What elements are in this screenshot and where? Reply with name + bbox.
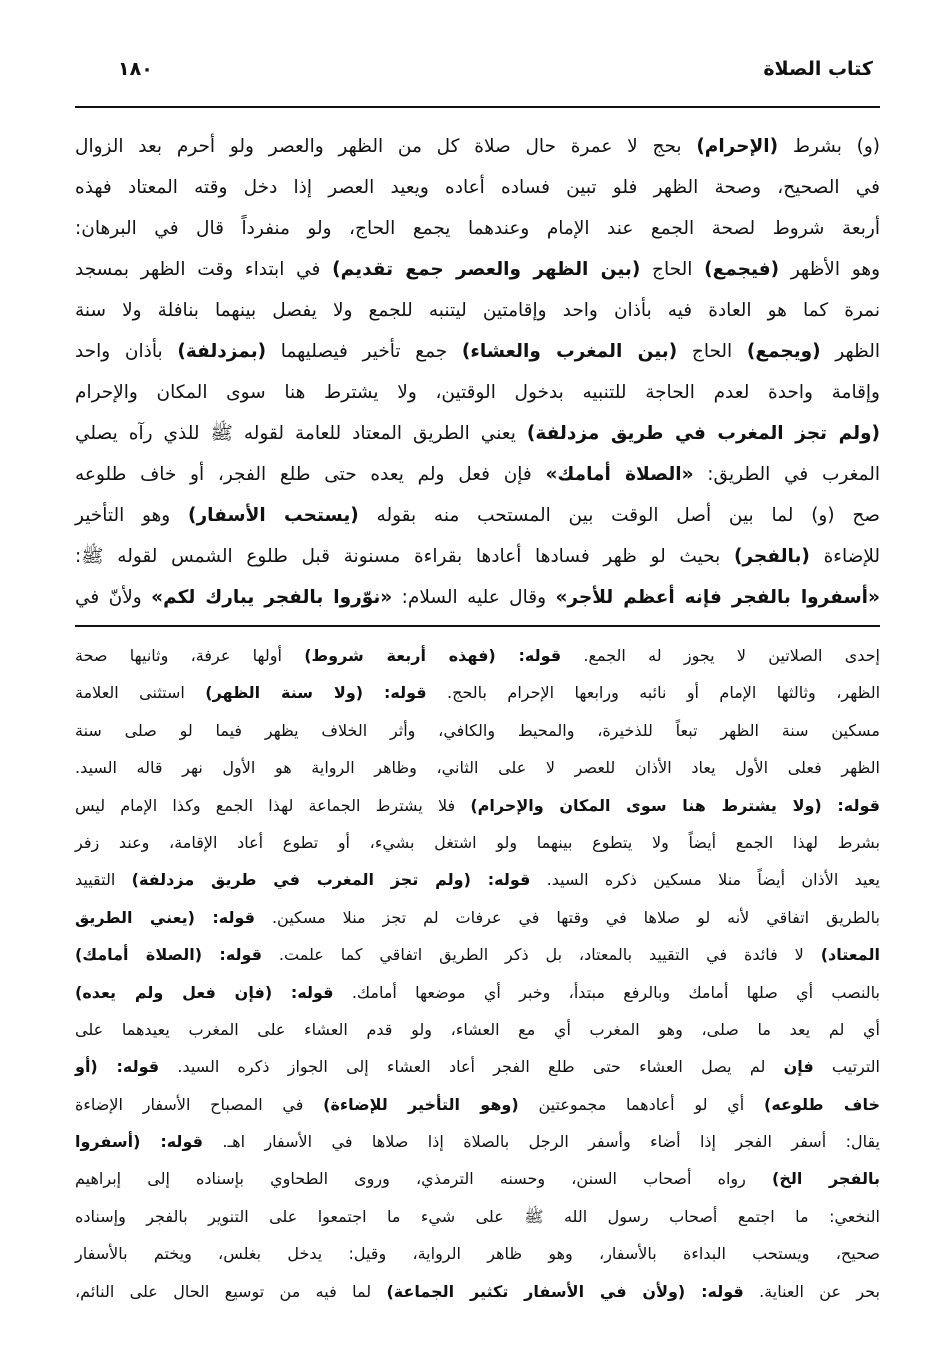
- text-segment: وهو التأخير: [75, 505, 189, 526]
- bold-text-segment: قوله: (ولا سنة الظهر): [205, 683, 427, 703]
- header-rule: [75, 106, 880, 108]
- bold-text-segment: بالفجر الخ): [772, 1169, 881, 1189]
- bold-text-segment: (فيجمع): [704, 259, 780, 280]
- footnote-separator: [75, 625, 880, 627]
- footnote-line: [75, 899, 880, 936]
- main-text: [75, 126, 880, 618]
- text-segment: للإضاءة: [809, 546, 880, 567]
- bold-text-segment: قوله: (فهذه أربعة شروط): [304, 646, 562, 665]
- text-segment: لما فيه من توسيع الحال على النائم،: [75, 1281, 387, 1301]
- footnote-line: [75, 936, 880, 973]
- text-segment: فإن فعل ولم يعده حتى طلع الفجر، أو خاف طلوعه: [75, 464, 546, 485]
- text-segment: بحج لا عمرة حال صلاة كل من الظهر والعصر ولو أحرم بعد الزوال: [75, 136, 697, 157]
- text-segment: فلا يشترط الجماعة لهذا الجمع وكذا الإمام ليس: [75, 795, 471, 815]
- bold-text-segment: (ويجمع): [746, 341, 821, 362]
- main-text-line: [75, 290, 880, 331]
- text-segment: الترتيب: [813, 1057, 880, 1077]
- bold-text-segment: خاف طلوعه): [764, 1094, 880, 1114]
- footnote-line: [75, 861, 880, 898]
- text-segment: وقال عليه السلام:: [392, 587, 556, 608]
- bold-text-segment: قوله: (ولم تجز المغرب في طريق مزدلفة): [131, 870, 531, 890]
- page-number: ١٨٠: [118, 58, 153, 80]
- text-segment: الحاج: [640, 259, 705, 280]
- main-text-line: [75, 167, 880, 208]
- text-segment: أربعة شروط لصحة الجمع عند الإمام وعندهما يجمع الحاج، ولو منفرداً قال في البرهان:: [75, 218, 880, 239]
- text-segment: أي لم يعد ما صلى، وهو المغرب أي مع العشاء، ولو قدم العشاء على المغرب يعيدهما على: [75, 1019, 880, 1039]
- text-segment: الظهر: [820, 341, 880, 362]
- text-segment: (و) بشرط: [778, 136, 880, 157]
- main-text-line: [75, 495, 880, 536]
- text-segment: وإقامة واحدة لعدم الحاجة للتنبيه بدخول الوقتين، ولا يشترط هنا سوى المكان والإحرام: [75, 382, 880, 403]
- footnote-line: [75, 1160, 880, 1197]
- footnote-line: [75, 637, 880, 674]
- text-segment: وهو الأظهر: [779, 259, 881, 280]
- main-text-line: [75, 413, 880, 454]
- footnotes: [75, 637, 880, 1310]
- chapter-title: كتاب الصلاة: [763, 58, 873, 80]
- text-segment: المغرب في الطريق:: [693, 464, 880, 485]
- bold-text-segment: قوله: (ولا يشترط هنا سوى المكان والإحرام): [470, 795, 881, 815]
- bold-text-segment: «أسفروا بالفجر فإنه أعظم للأجر»: [555, 587, 880, 608]
- footnote-line: [75, 674, 880, 711]
- text-segment: الحاج: [677, 341, 747, 362]
- main-text-line: [75, 208, 880, 249]
- bold-text-segment: (بمزدلفة): [177, 341, 267, 362]
- text-segment: صح (و) لما بين أصل الوقت بين المستحب منه بقوله: [358, 505, 881, 526]
- bold-text-segment: (بين الظهر والعصر جمع تقديم): [332, 259, 641, 280]
- bold-text-segment: (بالفجر): [733, 546, 810, 567]
- footnote-line: [75, 1198, 880, 1235]
- text-segment: التقييد: [75, 870, 132, 890]
- text-segment: بحر عن العناية.: [743, 1281, 881, 1301]
- bold-text-segment: (وهو التأخير للإضاءة): [323, 1094, 519, 1114]
- bold-text-segment: (بين المغرب والعشاء): [461, 341, 678, 362]
- main-text-line: [75, 536, 880, 577]
- text-segment: بشرط لهذا الجمع أيضاً ولا يتطوع بينهما ولو اشتغل بشيء، أو تطوع أعاد الإقامة، وعند زفر: [75, 832, 880, 852]
- text-segment: ولأنّ في: [75, 587, 152, 608]
- text-segment: بالطريق اتفاقي لأنه لو صلاها في وقتها في عرفات لم تجز منلا مسكين.: [255, 907, 880, 927]
- footnote-line: [75, 749, 880, 786]
- text-segment: الظهر، وثالثها الإمام أو نائبه ورابعها الإحرام بالحج.: [426, 683, 881, 703]
- text-segment: الظهر فعلى الأول يعاد الأذان للعصر لا على الثاني، وظاهر الرواية هو الأول نهر قاله السيد.: [75, 758, 880, 778]
- text-segment: مسكين سنة الظهر تبعاً للذخيرة، والمحيط والكافي، وأثر الخلاف يظهر فيما لو صلى سنة: [75, 720, 880, 740]
- text-segment: لا فائدة في التقييد بالمعتاد، بل ذكر الطريق اتفاقي كما علمت.: [262, 945, 821, 965]
- bold-text-segment: «الصلاة أمامك»: [545, 464, 694, 485]
- bold-text-segment: قوله: (أسفروا: [75, 1132, 203, 1152]
- text-segment: رواه أصحاب السنن، وحسنه الترمذي، وروى الطحاوي بإسناده إلى إبراهيم: [75, 1169, 773, 1189]
- footnote-line: [75, 787, 880, 824]
- text-segment: في المصباح الأسفار الإضاءة: [75, 1094, 324, 1114]
- bold-text-segment: (الإحرام): [696, 136, 779, 157]
- text-segment: استثنى العلامة: [75, 683, 206, 703]
- footnote-line: [75, 1011, 880, 1048]
- text-segment: أولها عرفة، وثانيها صحة: [75, 646, 305, 665]
- text-segment: جمع تأخير فيصليهما: [266, 341, 462, 362]
- text-segment: في ابتداء وقت الظهر بمسجد: [75, 259, 333, 280]
- footnote-line: [75, 974, 880, 1011]
- footnote-line: [75, 1048, 880, 1085]
- bold-text-segment: قوله: (أو: [75, 1057, 160, 1077]
- bold-text-segment: «نوّروا بالفجر يبارك لكم»: [151, 587, 393, 608]
- bold-text-segment: فإن: [783, 1057, 814, 1077]
- text-segment: يعني الطريق المعتاد للعامة لقوله ﷺ للذي رآه يصلي: [75, 423, 527, 444]
- bold-text-segment: المعتاد): [820, 945, 881, 965]
- text-segment: أي لو أعادهما مجموعتين: [518, 1094, 765, 1114]
- footnote-line: [75, 1273, 880, 1310]
- text-segment: صحيح، ويستحب البداءة بالأسفار، وهو ظاهر الرواية، وقيل: يدخل بغلس، ويختم بالأسفار: [75, 1244, 880, 1264]
- text-segment: يعيد الأذان أيضاً منلا مسكين ذكره السيد.: [530, 870, 880, 890]
- footnote-line: [75, 1123, 880, 1160]
- main-text-line: [75, 577, 880, 618]
- text-segment: يقال: أسفر الفجر إذا أضاء وأسفر الرجل بالصلاة إذا صلاها في الأسفار اهـ.: [202, 1132, 880, 1152]
- text-segment: بحيث لو ظهر فسادها أعادها بقراءة مسنونة قبل طلوع الشمس لقوله ﷺ:: [75, 546, 734, 567]
- text-segment: النخعي: ما اجتمع أصحاب رسول الله ﷺ على شيء ما اجتمعوا على التنوير بالفجر وإسناده: [75, 1206, 880, 1226]
- bold-text-segment: قوله: (الصلاة أمامك): [75, 945, 263, 965]
- main-text-line: [75, 249, 880, 290]
- text-segment: بأذان واحد: [75, 341, 178, 362]
- main-text-line: [75, 372, 880, 413]
- bold-text-segment: (يستحب الأسفار): [188, 505, 359, 526]
- main-text-line: [75, 331, 880, 372]
- bold-text-segment: قوله: (يعني الطريق: [75, 907, 255, 927]
- bold-text-segment: قوله: (ولأن في الأسفار تكثير الجماعة): [386, 1281, 744, 1301]
- text-segment: نمرة كما هو العادة فيه بأذان واحد وإقامتين ليتنبه للجمع ولا يفصل بينهما بنافلة ولا سنة: [75, 300, 880, 321]
- footnote-line: [75, 1235, 880, 1272]
- text-segment: لم يصل العشاء حتى طلع الفجر أعاد العشاء إلى الجواز ذكره السيد.: [159, 1057, 784, 1077]
- main-text-line: [75, 126, 880, 167]
- bold-text-segment: قوله: (فإن فعل ولم يعده): [75, 982, 334, 1002]
- footnote-line: [75, 1086, 880, 1123]
- text-segment: إحدى الصلاتين لا يجوز له الجمع.: [561, 646, 881, 665]
- footnote-line: [75, 712, 880, 749]
- main-text-line: [75, 454, 880, 495]
- text-segment: بالنصب أي صلها أمامك وبالرفع مبتدأ، وخبر أي موضعها أمامك.: [333, 982, 880, 1002]
- text-segment: في الصحيح، وصحة الظهر فلو تبين فساده أعاده ويعيد العصر إذا دخل وقته المعتاد فهذه: [75, 177, 880, 198]
- bold-text-segment: (ولم تجز المغرب في طريق مزدلفة): [526, 423, 880, 444]
- footnote-line: [75, 824, 880, 861]
